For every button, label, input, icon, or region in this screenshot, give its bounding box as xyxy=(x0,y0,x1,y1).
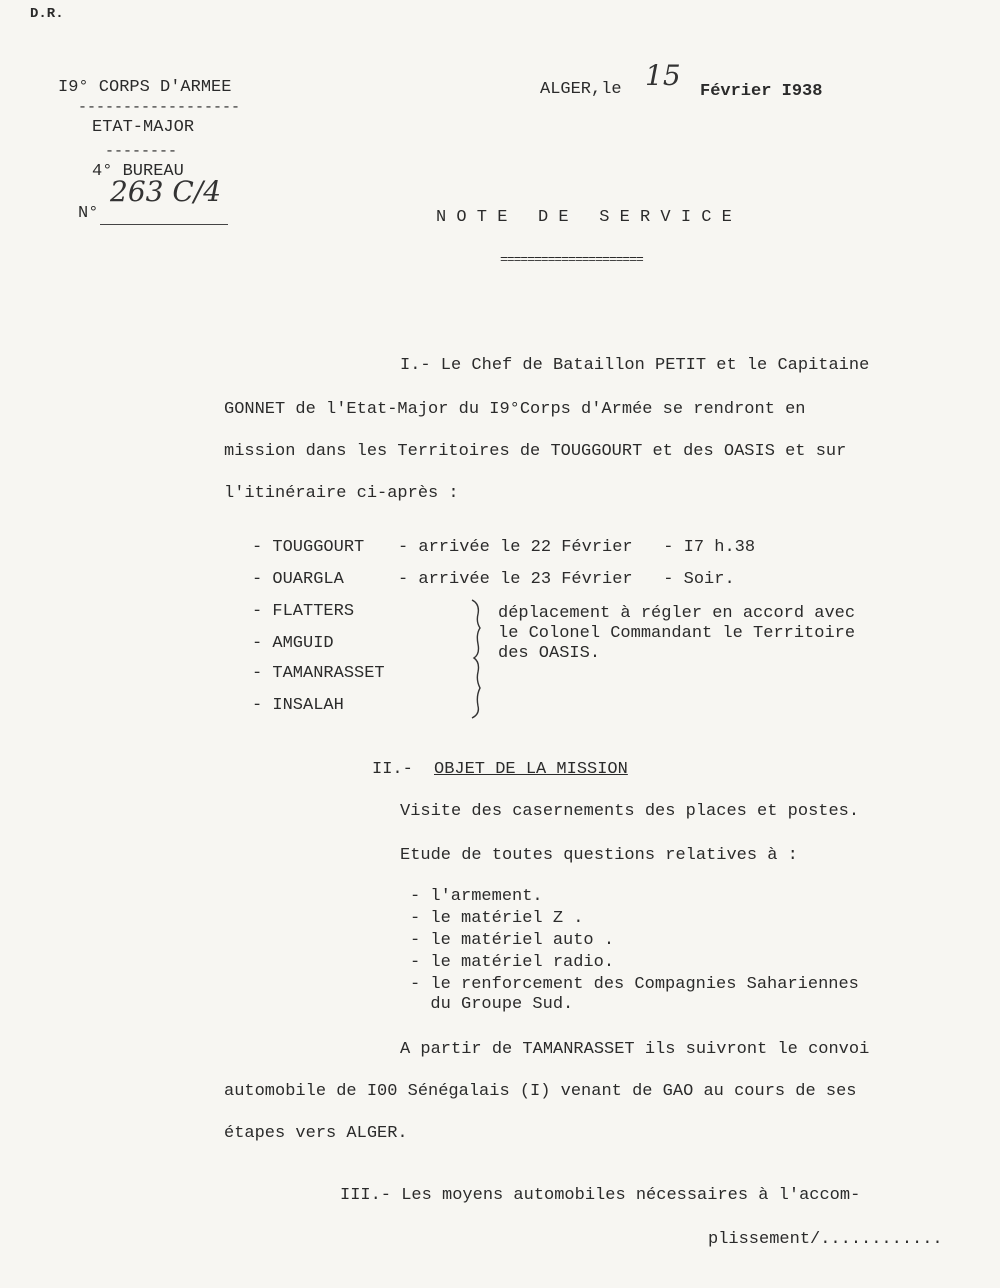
itinerary-detail-2: - arrivée le 23 Février - Soir. xyxy=(398,570,735,589)
section2-line-1: Visite des casernements des places et postes. xyxy=(400,802,860,821)
bracket-note-1: déplacement à régler en accord avec xyxy=(498,604,856,623)
number-prefix: N° xyxy=(78,204,99,223)
list-item-4: - le matériel radio. xyxy=(410,953,615,972)
section2-heading: OBJET DE LA MISSION xyxy=(434,760,628,779)
section3-line-1: III.- Les moyens automobiles nécessaires à l'accom- xyxy=(340,1186,861,1205)
itinerary-place-2: - OUARGLA xyxy=(252,570,344,589)
itinerary-detail-1: - arrivée le 22 Février - I7 h.38 xyxy=(398,538,756,557)
itinerary-place-6: - INSALAH xyxy=(252,696,344,715)
list-item-1: - l'armement. xyxy=(410,887,543,906)
itinerary-place-5: - TAMANRASSET xyxy=(252,664,385,683)
corps-rule: ------------------ xyxy=(78,99,241,116)
initials: D.R. xyxy=(30,6,64,22)
title-rule: ===================== xyxy=(500,252,643,267)
handwritten-day: 15 xyxy=(645,59,681,92)
number-underline xyxy=(100,224,228,225)
etat-major-rule: -------- xyxy=(105,143,178,160)
handwritten-number: 263 C/4 xyxy=(110,175,222,208)
etat-major-heading: ETAT-MAJOR xyxy=(92,118,195,137)
section2-number: II.- xyxy=(372,760,413,779)
document-title: N O T E D E S E R V I C E xyxy=(436,208,732,227)
bureau-heading: 4° BUREAU xyxy=(92,162,184,181)
section1-line-2: GONNET de l'Etat-Major du I9°Corps d'Armée se rendront en xyxy=(224,400,806,419)
section2-para-2: automobile de I00 Sénégalais (I) venant de GAO au cours de ses xyxy=(224,1082,857,1101)
bracket-note-3: des OASIS. xyxy=(498,644,601,663)
list-item-6: du Groupe Sud. xyxy=(410,995,574,1014)
list-item-5: - le renforcement des Compagnies Sahariennes xyxy=(410,975,859,994)
section2-para-1: A partir de TAMANRASSET ils suivront le convoi xyxy=(400,1040,870,1059)
itinerary-brace xyxy=(468,598,488,720)
corps-heading: I9° CORPS D'ARMEE xyxy=(58,78,232,97)
list-item-3: - le matériel auto . xyxy=(410,931,615,950)
bracket-note-2: le Colonel Commandant le Territoire xyxy=(498,624,856,643)
section1-line-1: I.- Le Chef de Bataillon PETIT et le Capitaine xyxy=(400,356,870,375)
section1-line-4: l'itinéraire ci-après : xyxy=(224,484,459,503)
section1-line-3: mission dans les Territoires de TOUGGOURT et des OASIS et sur xyxy=(224,442,847,461)
itinerary-place-1: - TOUGGOURT xyxy=(252,538,365,557)
itinerary-place-4: - AMGUID xyxy=(252,634,334,653)
section3-line-2: plissement/............ xyxy=(708,1230,943,1249)
place-date-prefix: ALGER,le xyxy=(540,80,622,99)
month-year: Février I938 xyxy=(700,82,823,101)
section2-line-2: Etude de toutes questions relatives à : xyxy=(400,846,798,865)
list-item-2: - le matériel Z . xyxy=(410,909,584,928)
itinerary-place-3: - FLATTERS xyxy=(252,602,355,621)
section2-para-3: étapes vers ALGER. xyxy=(224,1124,408,1143)
